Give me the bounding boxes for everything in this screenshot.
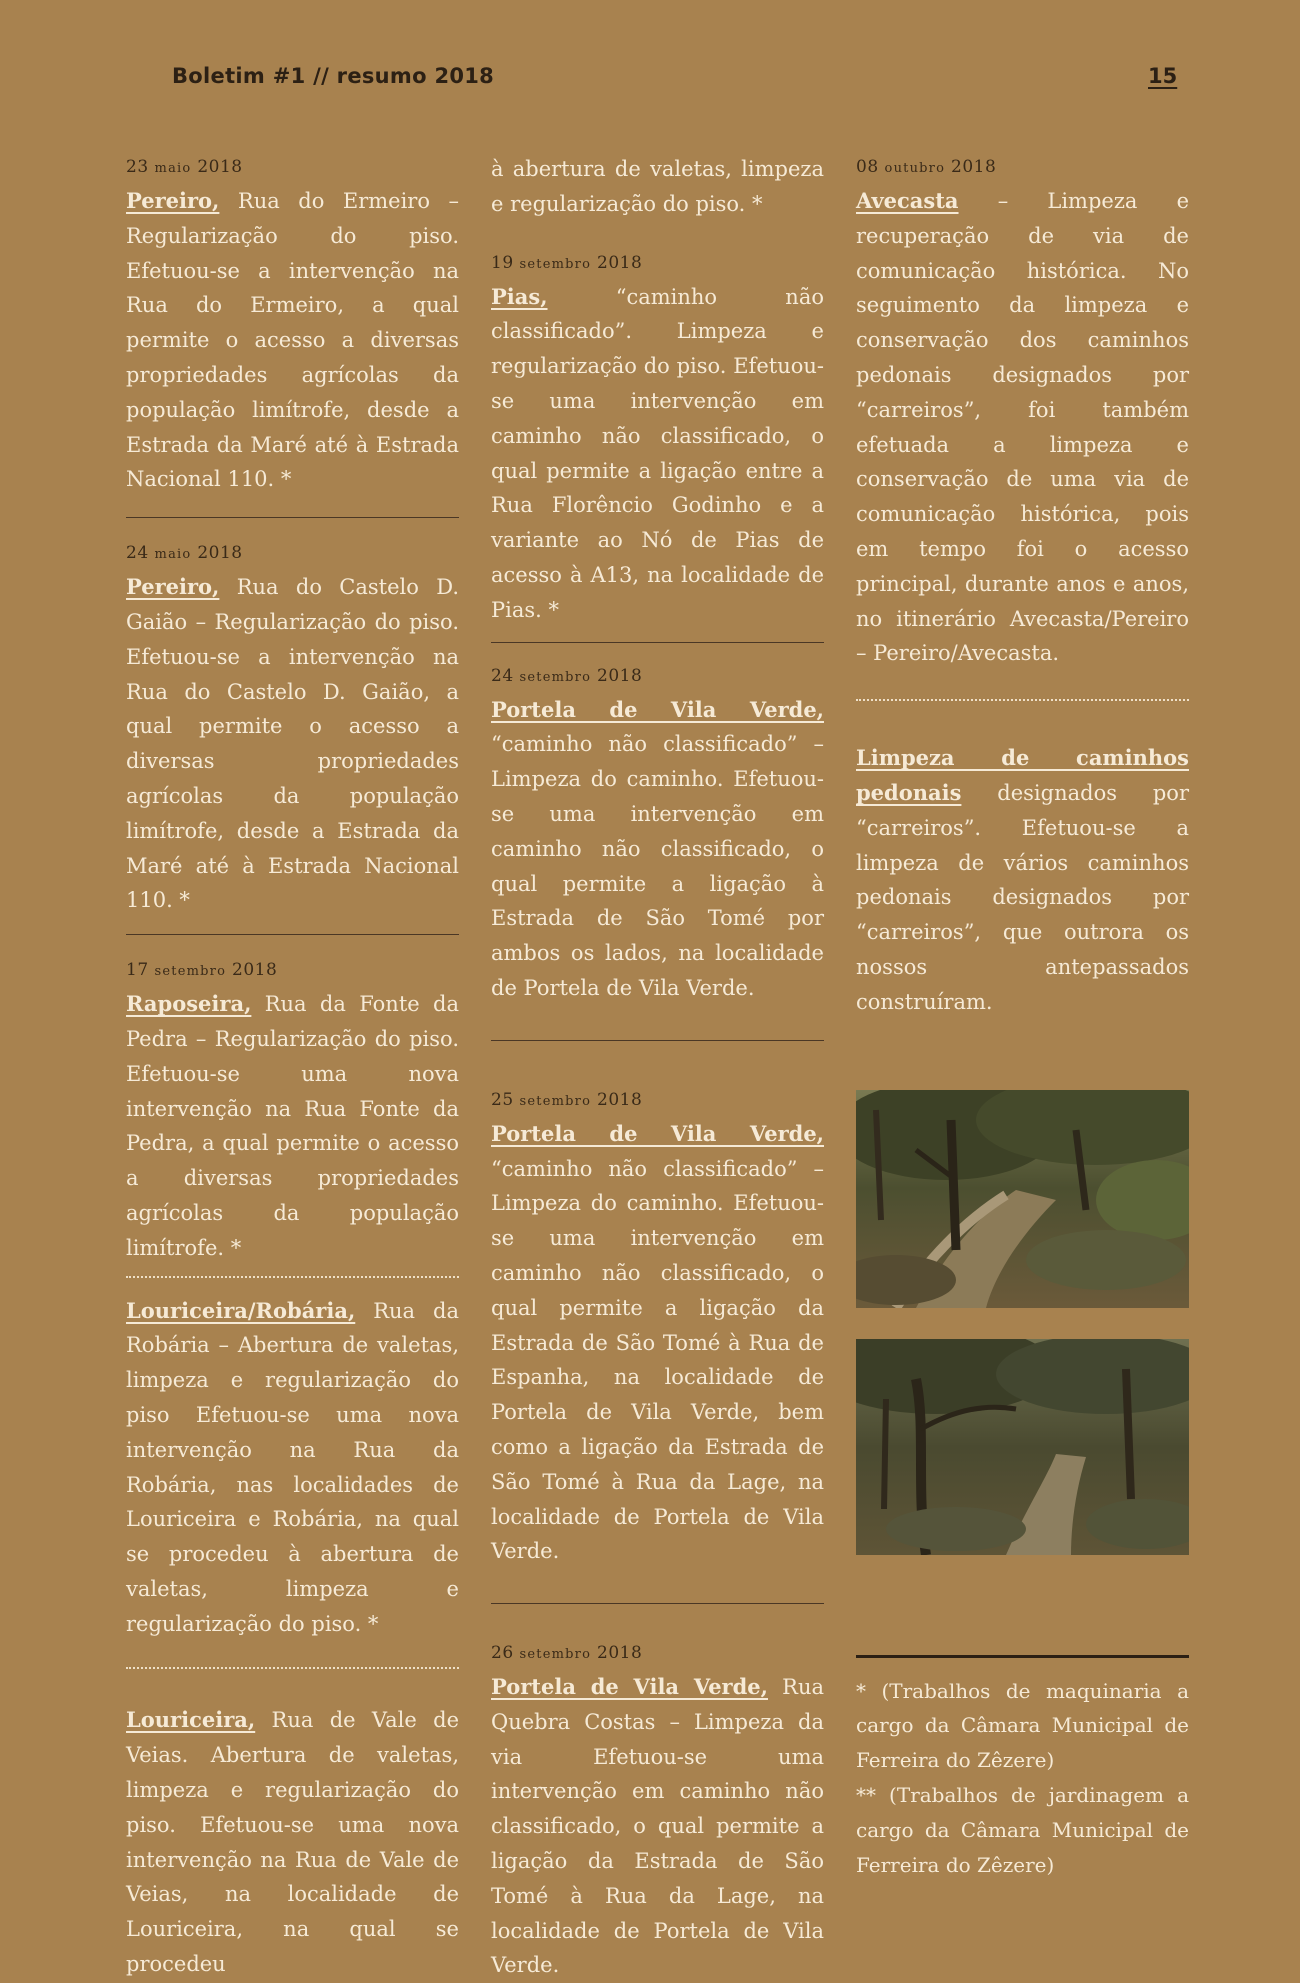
- entry: [126, 1703, 459, 1981]
- entry-text: Limpeza de caminhos pedonais designados por “carreiros”. Efetuou-se a limpeza de vários caminhos pedonais designados por “carreiros”, que outrora os nossos antepassados construíram.: [856, 745, 1189, 1014]
- continued-text: à abertura de valetas, limpeza e regularização do piso. *: [491, 157, 824, 216]
- entry-text: Portela de Vila Verde, “caminho não classificado” – Limpeza do caminho. Efetuou-se uma intervenção em caminho não classificado, o qual permite a ligação à Estrada de São Tomé por ambos os lados, na localidade de Portela de Vila Verde.: [491, 696, 824, 1000]
- entry-date: 25 setembro 2018: [491, 1089, 643, 1110]
- entry-text: Pereiro, Rua do Ermeiro – Regularização do piso. Efetuou-se a intervenção na Rua do Ermeiro, a qual permite o acesso a diversas propriedades agrícolas da população limítrofe, desde a Estrada da Maré até à Estrada Nacional 110. *: [126, 188, 459, 492]
- place-name: Pias,: [491, 283, 548, 309]
- bulletin-title: Boletim #1 // resumo 2018: [172, 64, 495, 88]
- entry: [856, 741, 1189, 1019]
- entry-date: 26 setembro 2018: [491, 1643, 643, 1664]
- separator-dotted: [126, 1276, 459, 1278]
- entry-text: Louriceira/Robária, Rua da Robária – Abertura de valetas, limpeza e regularização do piso Efetuou-se uma nova intervenção na Rua da Robária, nas localidades de Louriceira e Robária, na qual se procedeu à abertura de valetas, limpeza e regularização do piso. *: [126, 1297, 459, 1636]
- entry: [491, 252, 824, 628]
- place-name: Raposeira,: [126, 991, 252, 1017]
- entry: [126, 156, 459, 497]
- entry-text: Portela de Vila Verde, Rua Quebra Costas – Limpeza da via Efetuou-se uma intervenção em caminho não classificado, o qual permite a ligação da Estrada de São Tomé à Rua da Lage, na localidade de Portela de Vila Verde.: [491, 1674, 824, 1978]
- entry-date: 24 maio 2018: [126, 543, 243, 564]
- entry: [491, 1089, 824, 1569]
- entry-date: 24 setembro 2018: [491, 665, 643, 686]
- entry: [491, 665, 824, 1006]
- place-name: Louriceira,: [126, 1707, 256, 1733]
- separator-dotted: [126, 1667, 459, 1669]
- place-name: Louriceira/Robária,: [126, 1297, 356, 1323]
- place-name: Portela de Vila Verde,: [491, 1674, 768, 1700]
- entry: [126, 1294, 459, 1642]
- separator: [126, 517, 459, 518]
- place-name: Pereiro,: [126, 188, 220, 213]
- entry-text: Avecasta – Limpeza e recuperação de via de comunicação histórica. No seguimento da limpeza e conservação dos caminhos pedonais designados por “carreiros”, foi também efetuada a limpeza e conservação de uma via de comunicação histórica, pois em tempo foi o acesso principal, durante anos e anos, no itinerário Avecasta/Pereiro – Pereiro/Avecasta.: [856, 188, 1189, 666]
- separator-dotted: [856, 699, 1189, 701]
- entry-text: Louriceira, Rua de Vale de Veias. Abertura de valetas, limpeza e regularização do piso. Efetuou-se uma nova intervenção na Rua de Vale de Veias, na localidade de Louriceira, na qual se procedeu: [126, 1707, 459, 1977]
- column-1: [126, 156, 459, 1982]
- entry-date: 08 outubro 2018: [856, 157, 997, 177]
- entry-date: 17 setembro 2018: [126, 960, 278, 981]
- forest-path-image: [856, 1339, 1189, 1555]
- footnote-machinery: * (Trabalhos de maquinaria a cargo da Câmara Municipal de Ferreira do Zêzere): [856, 1678, 1189, 1773]
- place-name: Portela de Vila Verde,: [491, 1120, 824, 1146]
- entry-date: 23 maio 2018: [126, 157, 243, 177]
- footnote-gardening: ** (Trabalhos de jardinagem a cargo da Câmara Municipal de Ferreira do Zêzere): [856, 1782, 1189, 1877]
- column-2: [491, 152, 824, 1983]
- entry: [126, 959, 459, 1265]
- place-name: Avecasta: [856, 188, 959, 213]
- place-name: Limpeza de caminhos pedonais: [856, 745, 1189, 805]
- entry: [491, 1642, 824, 1983]
- entry-text: Portela de Vila Verde, “caminho não classificado” – Limpeza do caminho. Efetuou-se uma intervenção em caminho não classificado, o qual permite a ligação da Estrada de São Tomé à Rua de Espanha, na localidade de Portela de Vila Verde, bem como a ligação da Estrada de São Tomé à Rua da Lage, na localidade de Portela de Vila Verde.: [491, 1120, 824, 1564]
- entry-date: 19 setembro 2018: [491, 252, 643, 273]
- entry-text: Pias, “caminho não classificado”. Limpeza e regularização do piso. Efetuou-se uma intervenção em caminho não classificado, o qual permite a ligação entre a Rua Florêncio Godinho e a variante ao Nó de Pias de acesso à A13, na localidade de Pias. *: [491, 283, 824, 622]
- trail-photo-2: [856, 1339, 1189, 1555]
- entry: [126, 542, 459, 918]
- entry: [856, 156, 1189, 671]
- separator: [491, 1603, 824, 1604]
- place-name: Portela de Vila Verde,: [491, 696, 824, 722]
- entry-text: Raposeira, Rua da Fonte da Pedra – Regularização do piso. Efetuou-se uma nova intervenção na Rua Fonte da Pedra, a qual permite o acesso a diversas propriedades agrícolas da população limítrofe. *: [126, 991, 459, 1260]
- page-number: 15: [1148, 64, 1178, 88]
- trail-photo-1: [856, 1090, 1189, 1308]
- forest-path-image: [856, 1090, 1189, 1308]
- separator: [126, 934, 459, 935]
- entry-text: Pereiro, Rua do Castelo D. Gaião – Regularização do piso. Efetuou-se a intervenção na Rua do Castelo D. Gaião, a qual permite o acesso a diversas propriedades agrícolas da população limítrofe, desde a Estrada da Maré até à Estrada Nacional 110. *: [126, 574, 459, 913]
- place-name: Pereiro,: [126, 574, 220, 600]
- separator: [491, 1040, 824, 1041]
- footnote-rule: [856, 1655, 1189, 1658]
- separator: [491, 642, 824, 643]
- column-3: [856, 156, 1189, 1882]
